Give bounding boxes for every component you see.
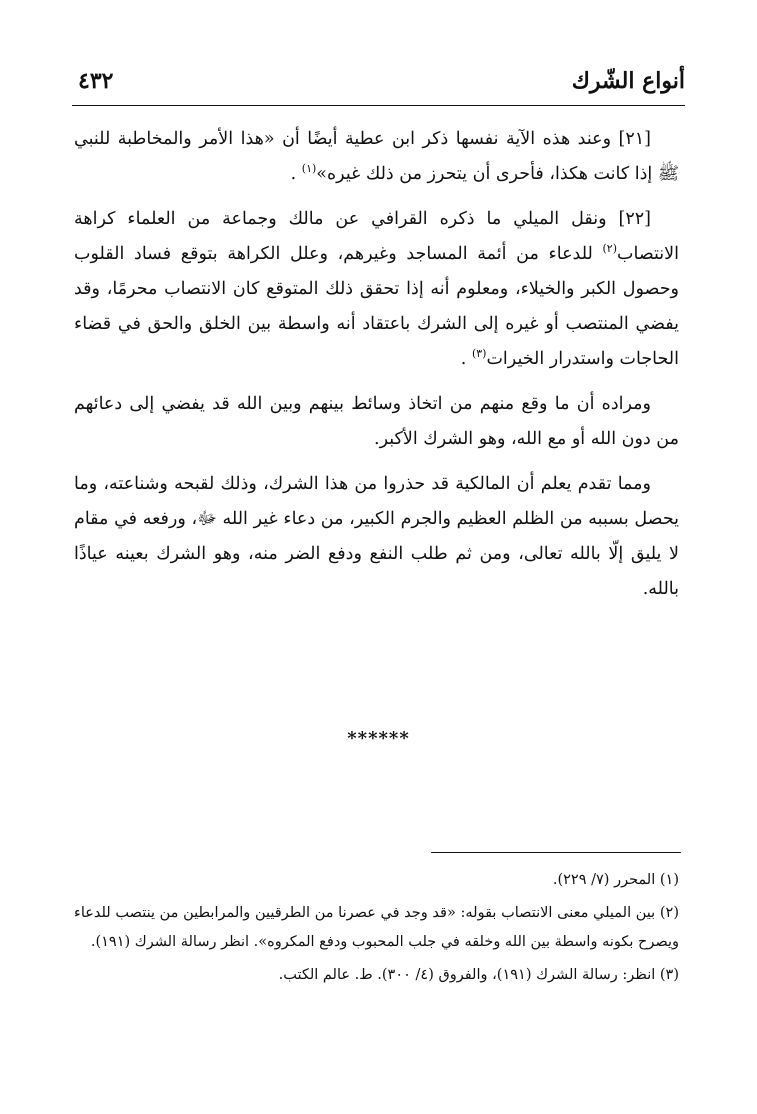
paragraph: ومراده أن ما وقع منهم من اتخاذ وسائط بينهم وبين الله قد يفضي إلى دعائهم من دون الله أو مع الله، وهو الشرك الأكبر.	[74, 394, 679, 449]
footnote: (٣) انظر: رسالة الشرك (١٩١)، والفروق (٤/ ٣٠٠). ط. عالم الكتب.	[278, 967, 679, 983]
header-divider	[72, 105, 685, 106]
paragraph: ومما تقدم يعلم أن المالكية قد حذروا من هذا الشرك، وذلك لقبحه وشناعته، وما يحصل بسببه من الظلم العظيم والجرم الكبير، من دعاء غير الله ﷻ، ورفعه في مقام لا يليق إلّا بالله تعالى، ومن ثم طلب النفع ودفع الضر منه، وهو الشرك بعينه عياذًا بالله.	[74, 474, 679, 599]
chapter-title: أنواع الشّرك	[571, 68, 685, 94]
paragraph: [٢١] وعند هذه الآية نفسها ذكر ابن عطية أيضًا أن «هذا الأمر والمخاطبة للنبي ﷺ إذا كانت هكذا، فأحرى أن يتحرز من ذلك غيره»$^{(١)}$ .	[74, 129, 679, 184]
page-number: ٤٣٢	[78, 68, 114, 94]
footnote-ref: (٢)	[602, 242, 618, 256]
footnote: (٢) بين الميلي معنى الانتصاب بقوله: «قد وجد في عصرنا من الطرقيين والمرابطين من ينتصب للدعاء ويصرح بكونه واسطة بين الله وخلقه في جلب المحبوب ودفع المكروه». انظر رسالة الشرك (١٩١).	[74, 905, 679, 950]
running-header	[72, 62, 685, 106]
footnote-divider	[431, 852, 681, 853]
footnotes	[74, 866, 679, 994]
footnote-ref: (١)	[301, 162, 317, 176]
footnote-ref: (٣)	[471, 347, 487, 361]
paragraph: [٢٢] ونقل الميلي ما ذكره القرافي عن مالك وجماعة من العلماء كراهة الانتصاب$^{(٢)}$ للدعاء من أئمة المساجد وغيرهم، وعلل الكراهة بتوقع فساد القلوب وحصول الكبر والخيلاء، ومعلوم أنه إذا تحقق ذلك المتوقع كان الانتصاب محرمًا، وقد يفضي المنتصب أو غيره إلى الشرك باعتقاد أنه واسطة بين الخلق والحق في قضاء الحاجات واستدرار الخيرات$^{(٣)}$ .	[74, 209, 679, 369]
footnote: (١) المحرر (٧/ ٢٢٩).	[552, 872, 679, 888]
main-text	[74, 122, 679, 617]
section-separator: ******	[347, 728, 410, 749]
